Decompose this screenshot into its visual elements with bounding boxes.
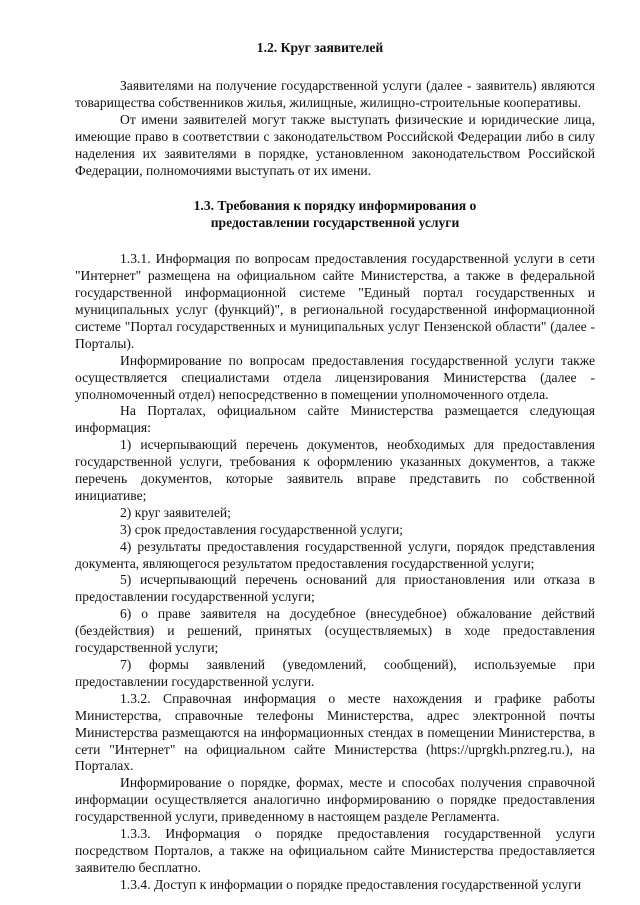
list-item-7: 7) формы заявлений (уведомлений, сообщений), используемые при предоставлении государственной услуги. (75, 657, 595, 689)
paragraph-applicants: Заявителями на получение государственной услуги (далее - заявитель) являются товарищества собственников жилья, жилищные, жилищно-строительные кооперативы. (75, 78, 595, 110)
document-body (75, 78, 595, 894)
paragraph-1-3-4: 1.3.4. Доступ к информации о порядке предоставления государственной услуги (120, 876, 582, 892)
list-item-6: 6) о праве заявителя на досудебное (внесудебное) обжалование действий (бездействия) и решений, принятых (осуществляемых) в ходе предоставления государственной услуги; (75, 606, 595, 656)
paragraph-1-3-3: 1.3.3. Информация о порядке предоставления государственной услуги посредством Порталов, а также на официальном сайте Министерства предоставляется заявителю бесплатно. (75, 826, 595, 875)
paragraph-informing-specialists: Информирование по вопросам предоставления государственной услуги также осуществляется специалистами отдела лицензирования Министерства (далее - уполномоченный отдел) непосредственно в помещении уполномоченного отдела. (75, 352, 595, 402)
list-item-3: 3) срок предоставления государственной услуги; (120, 521, 404, 537)
list-item-5: 5) исчерпывающий перечень оснований для приостановления или отказа в предоставлении государственной услуги; (75, 572, 595, 605)
list-item-4: 4) результаты предоставления государственной услуги, порядок представления документа, являющегося результатом предоставления государственной услуги; (75, 538, 595, 571)
paragraph-representatives: От имени заявителей могут также выступать физические и юридические лица, имеющие право в соответствии с законодательством Российской Федерации либо в силу наделения их заявителями в порядке, установленном законодательством Российской Федерации, полномочиями выступать от их имени. (75, 111, 595, 178)
paragraph-portals-info: На Порталах, официальном сайте Министерства размещается следующая информация: (75, 403, 595, 436)
paragraph-1-3-1: 1.3.1. Информация по вопросам предоставления государственной услуги в сети "Интернет" размещена на официальном сайте Министерства, а также в федеральной государственной информационной системе "Единый портал государственных и муниципальных услуг (функций)", в региональной государственной информационной системе "Портал государственных и муниципальных услуг Пензенской области" (далее - Порталы). (75, 251, 595, 351)
list-item-2: 2) круг заявителей; (120, 504, 231, 520)
section-1-2-heading: 1.2. Круг заявителей (256, 40, 384, 55)
paragraph-1-3-2: 1.3.2. Справочная информация о месте нахождения и графике работы Министерства, справочные телефоны Министерства, адрес электронной почты Министерства размещаются на информационных стендах в помещении Министерства, в сети "Интернет" на официальном сайте Министерства (https://uprgkh.pnzreg.ru.), на Порталах. (75, 690, 595, 774)
paragraph-reference-info: Информирование о порядке, формах, месте и способах получения справочной информации осуществляется аналогично информированию о порядке предоставления государственной услуги, приведенному в настоящем разделе Регламента. (75, 775, 595, 825)
section-1-3-heading-line2: предоставлении государственной услуги (210, 215, 460, 231)
list-item-1: 1) исчерпывающий перечень документов, необходимых для предоставления государственной услуги, требования к оформлению указанных документов, а также перечень документов, которые заявитель вправе представить по собственной инициативе; (75, 437, 595, 503)
section-1-3-heading-line1: 1.3. Требования к порядку информирования о (193, 198, 477, 214)
